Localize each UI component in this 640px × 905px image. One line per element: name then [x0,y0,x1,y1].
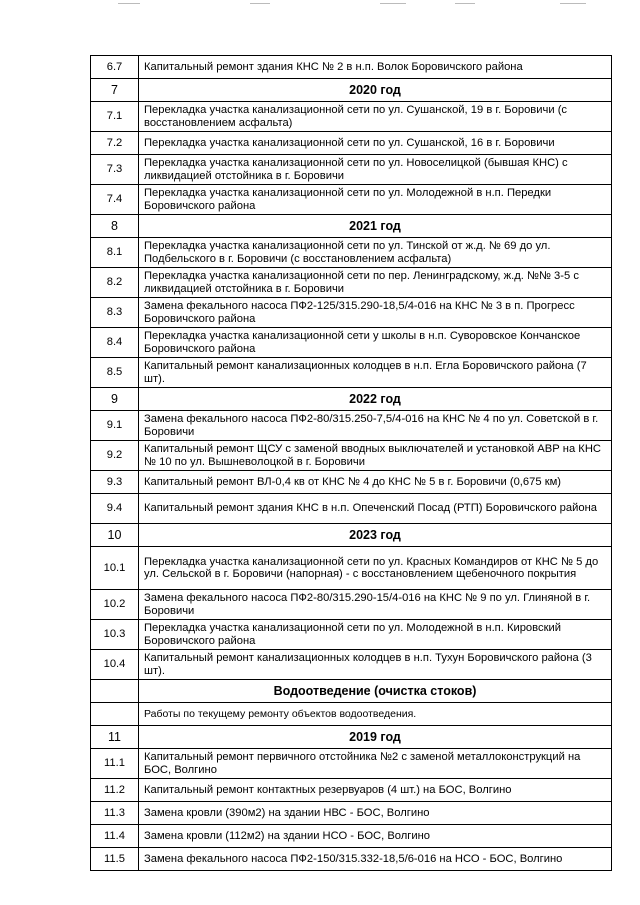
year-heading: 2020 год [139,79,612,102]
row-number: 10 [91,524,139,547]
work-description: Капитальный ремонт канализационных колодцев в н.п. Егла Боровичского района (7 шт). [139,358,612,388]
work-description: Замена фекального насоса ПФ2-150/315.332-18,5/6-016 на НСО - БОС, Волгино [139,848,612,871]
row-number: 7.1 [91,102,139,132]
work-description: Работы по текущему ремонту объектов водоотведения. [139,703,612,726]
row-number: 9.4 [91,494,139,524]
work-description: Перекладка участка канализационной сети по ул. Красных Командиров от КНС № 5 до ул. Сельской в г. Боровичи (напорная) - с восстановлением щебеночного покрытия [139,547,612,590]
work-description: Капитальный ремонт здания КНС в н.п. Опеченский Посад (РТП) Боровичского района [139,494,612,524]
table-row [91,358,612,388]
work-description: Капитальный ремонт контактных резервуаров (4 шт.) на БОС, Волгино [139,779,612,802]
year-header-row [91,79,612,102]
row-number [91,680,139,703]
row-number: 9 [91,388,139,411]
row-number: 10.3 [91,620,139,650]
table-row [91,328,612,358]
row-number: 10.4 [91,650,139,680]
work-description: Капитальный ремонт ЩСУ с заменой вводных выключателей и установкой АВР на КНС № 10 по ул. Вышневолоцкой в г. Боровичи [139,441,612,471]
year-heading: 2023 год [139,524,612,547]
repair-plan-table [90,55,612,871]
row-number: 11.5 [91,848,139,871]
work-description: Замена кровли (390м2) на здании НВС - БОС, Волгино [139,802,612,825]
row-number: 8.2 [91,268,139,298]
row-number: 9.3 [91,471,139,494]
work-description: Замена фекального насоса ПФ2-80/315.290-15/4-016 на КНС № 9 по ул. Глиняной в г. Боровичи [139,590,612,620]
row-number: 7 [91,79,139,102]
table-row [91,185,612,215]
row-number: 8.1 [91,238,139,268]
work-description: Капитальный ремонт первичного отстойника №2 с заменой металлоконструкций на БОС, Волгино [139,749,612,779]
work-description: Перекладка участка канализационной сети по ул. Молодежной в н.п. Передки Боровичского района [139,185,612,215]
note-row [91,703,612,726]
year-header-row [91,524,612,547]
year-header-row [91,388,612,411]
row-number: 8.4 [91,328,139,358]
table-row [91,848,612,871]
row-number: 9.2 [91,441,139,471]
table-row [91,132,612,155]
table-row [91,650,612,680]
work-description: Перекладка участка канализационной сети по ул. Сушанской, 19 в г. Боровичи (с восстановлением асфальта) [139,102,612,132]
row-number: 11.1 [91,749,139,779]
year-header-row [91,726,612,749]
table-row [91,238,612,268]
row-number: 10.2 [91,590,139,620]
work-description: Перекладка участка канализационной сети по ул. Тинской от ж.д. № 69 до ул. Подбельского в г. Боровичи (с восстановлением асфальта) [139,238,612,268]
work-description: Замена фекального насоса ПФ2-80/315.250-7,5/4-016 на КНС № 4 по ул. Советской в г. Боровичи [139,411,612,441]
year-heading: 2021 год [139,215,612,238]
work-description: Перекладка участка канализационной сети у школы в н.п. Суворовское Кончанское Боровичского района [139,328,612,358]
work-description: Перекладка участка канализационной сети по ул. Молодежной в н.п. Кировский Боровичского района [139,620,612,650]
table-row [91,620,612,650]
work-description: Перекладка участка канализационной сети по пер. Ленинградскому, ж.д. №№ 3-5 с ликвидацией отстойника в г. Боровичи [139,268,612,298]
work-description: Замена кровли (112м2) на здании НСО - БОС, Волгино [139,825,612,848]
scan-top-marks [0,0,640,10]
row-number: 6.7 [91,56,139,79]
row-number: 11 [91,726,139,749]
section-heading: Водоотведение (очистка стоков) [139,680,612,703]
table-row [91,779,612,802]
row-number: 11.4 [91,825,139,848]
row-number: 8 [91,215,139,238]
year-header-row [91,215,612,238]
table-row [91,802,612,825]
table-row [91,102,612,132]
row-number [91,703,139,726]
table-row [91,494,612,524]
table-row [91,590,612,620]
row-number: 11.3 [91,802,139,825]
table-row [91,441,612,471]
work-description: Перекладка участка канализационной сети по ул. Сушанской, 16 в г. Боровичи [139,132,612,155]
table-row [91,268,612,298]
year-heading: 2022 год [139,388,612,411]
row-number: 8.5 [91,358,139,388]
work-description: Капитальный ремонт ВЛ-0,4 кв от КНС № 4 до КНС № 5 в г. Боровичи (0,675 км) [139,471,612,494]
row-number: 7.2 [91,132,139,155]
table-row [91,471,612,494]
row-number: 7.3 [91,155,139,185]
section-header-row [91,680,612,703]
row-number: 11.2 [91,779,139,802]
work-description: Капитальный ремонт канализационных колодцев в н.п. Тухун Боровичского района (3 шт). [139,650,612,680]
year-heading: 2019 год [139,726,612,749]
work-description: Капитальный ремонт здания КНС № 2 в н.п. Волок Боровичского района [139,56,612,79]
work-description: Перекладка участка канализационной сети по ул. Новоселицкой (бывшая КНС) с ликвидацией отстойника в г. Боровичи [139,155,612,185]
table-row [91,825,612,848]
table-row [91,749,612,779]
table-row [91,298,612,328]
row-number: 10.1 [91,547,139,590]
table-row [91,155,612,185]
row-number: 7.4 [91,185,139,215]
table-row [91,547,612,590]
table-row [91,411,612,441]
table-body [91,56,612,871]
row-number: 9.1 [91,411,139,441]
work-description: Замена фекального насоса ПФ2-125/315.290-18,5/4-016 на КНС № 3 в п. Прогресс Боровичского района [139,298,612,328]
row-number: 8.3 [91,298,139,328]
table-row [91,56,612,79]
